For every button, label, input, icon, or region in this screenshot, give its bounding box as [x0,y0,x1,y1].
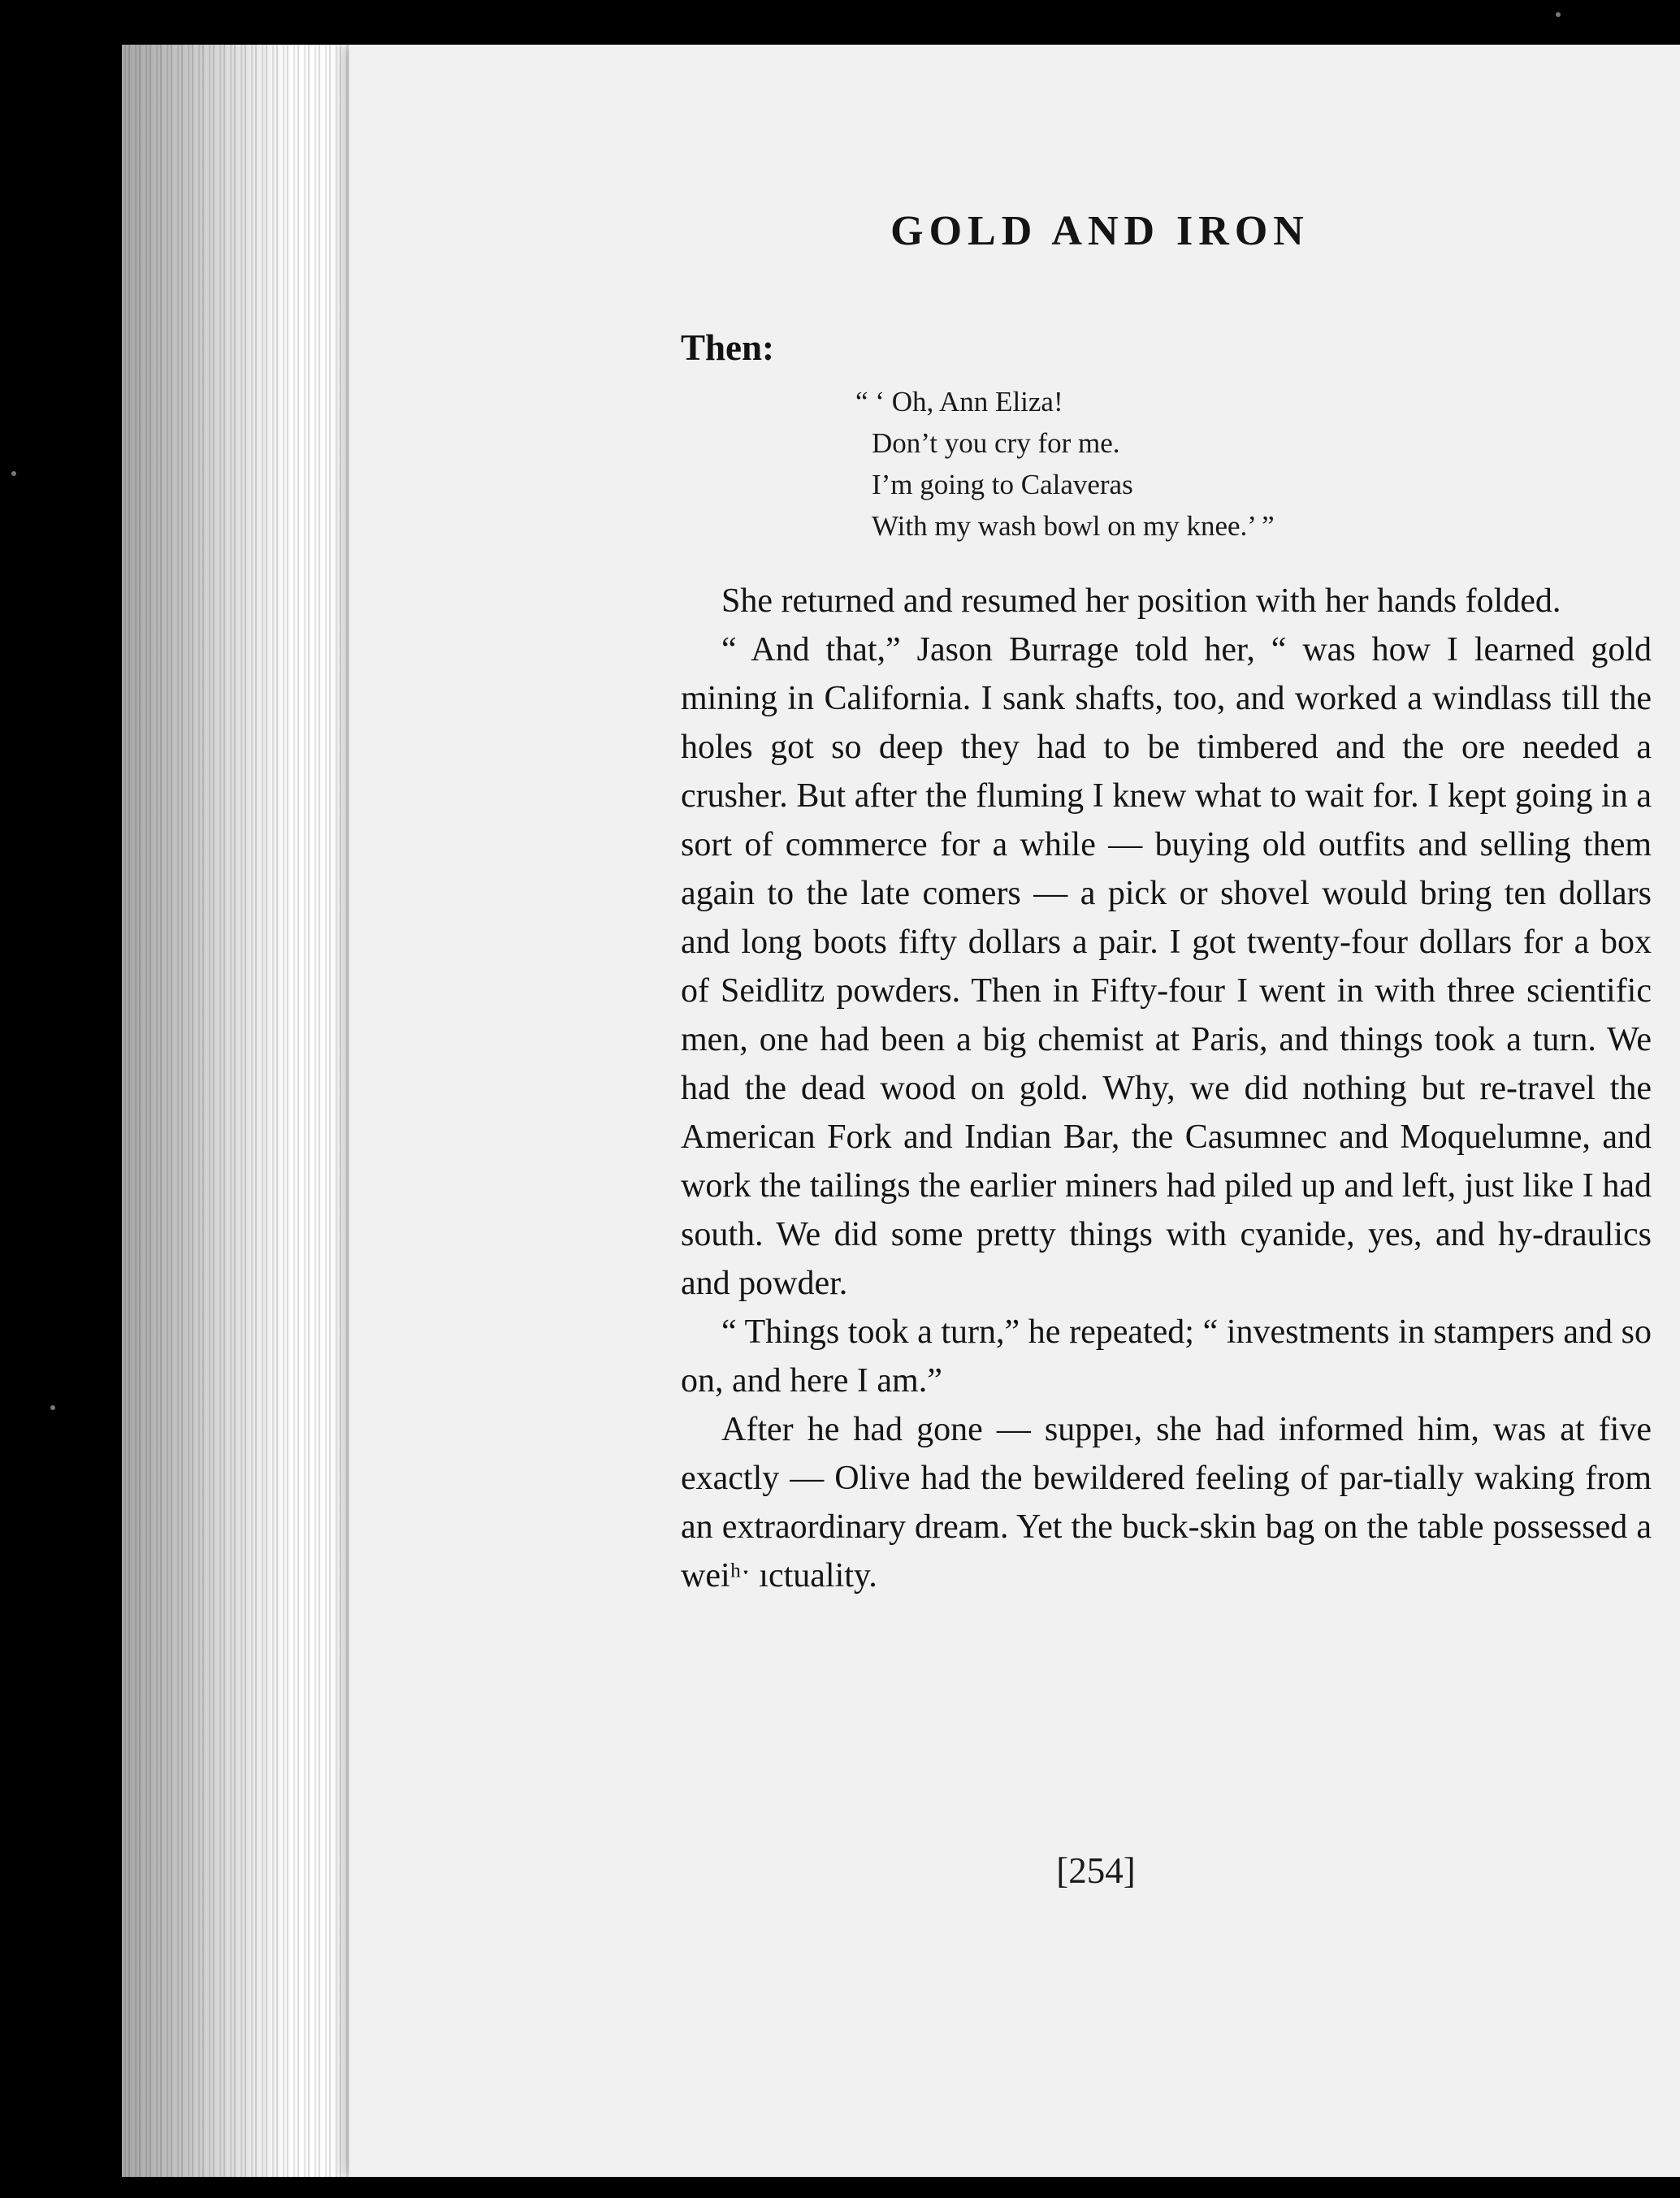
book-page [349,45,1680,2177]
paragraph: After he had gone — suppeı, she had informed him, was at five exactly — Olive had the bewildered feeling of par-tially waking from an extraordinary dream. Yet the buck-skin bag on the table possessed a weiʰˑ ıctuality. [681,1411,1652,1594]
page-number: [254] [1056,1850,1136,1891]
verse-block [855,381,1275,547]
paragraph: “ And that,” Jason Burrage told her, “ was how I learned gold mining in California. I sank shafts, too, and worked a windlass till the holes got so deep they had to be timbered and the ore needed a crusher. But after the fluming I knew what to wait for. I kept going in a sort of commerce for a while — buying old outfits and selling them again to the late comers — a pick or shovel would bring ten dollars and long boots fifty dollars a pair. I got twenty-four dollars for a box of Seidlitz powders. Then in Fifty-four I went in with three scientific men, one had been a big chemist at Paris, and things took a turn. We had the dead wood on gold. Why, we did nothing but re-travel the American Fork and Indian Bar, the Casumnec and Moquelumne, and work the tailings the earlier miners had piled up and left, just like I had south. We did some pretty things with cyanide, yes, and hy-draulics and powder. [681,631,1652,1302]
scan-speck [50,1405,55,1410]
verse-line: I’m going to Calaveras [872,469,1133,500]
verse-line: “ ‘ Oh, Ann Eliza! [855,386,1063,418]
scan-speck [11,471,16,476]
book-page-edges [122,45,366,2177]
paragraph: “ Things took a turn,” he repeated; “ investments in stampers and so on, and here I am.” [681,1313,1652,1400]
verse-line: With my wash bowl on my knee.’ ” [872,510,1275,542]
running-head: GOLD AND IRON [890,208,1310,254]
body-text [681,577,1652,1600]
intro-label: Then: [681,327,775,368]
paragraph: She returned and resumed her position with her hands folded. [721,582,1561,620]
scan-speck [1556,12,1561,17]
verse-line: Don’t you cry for me. [872,427,1120,459]
